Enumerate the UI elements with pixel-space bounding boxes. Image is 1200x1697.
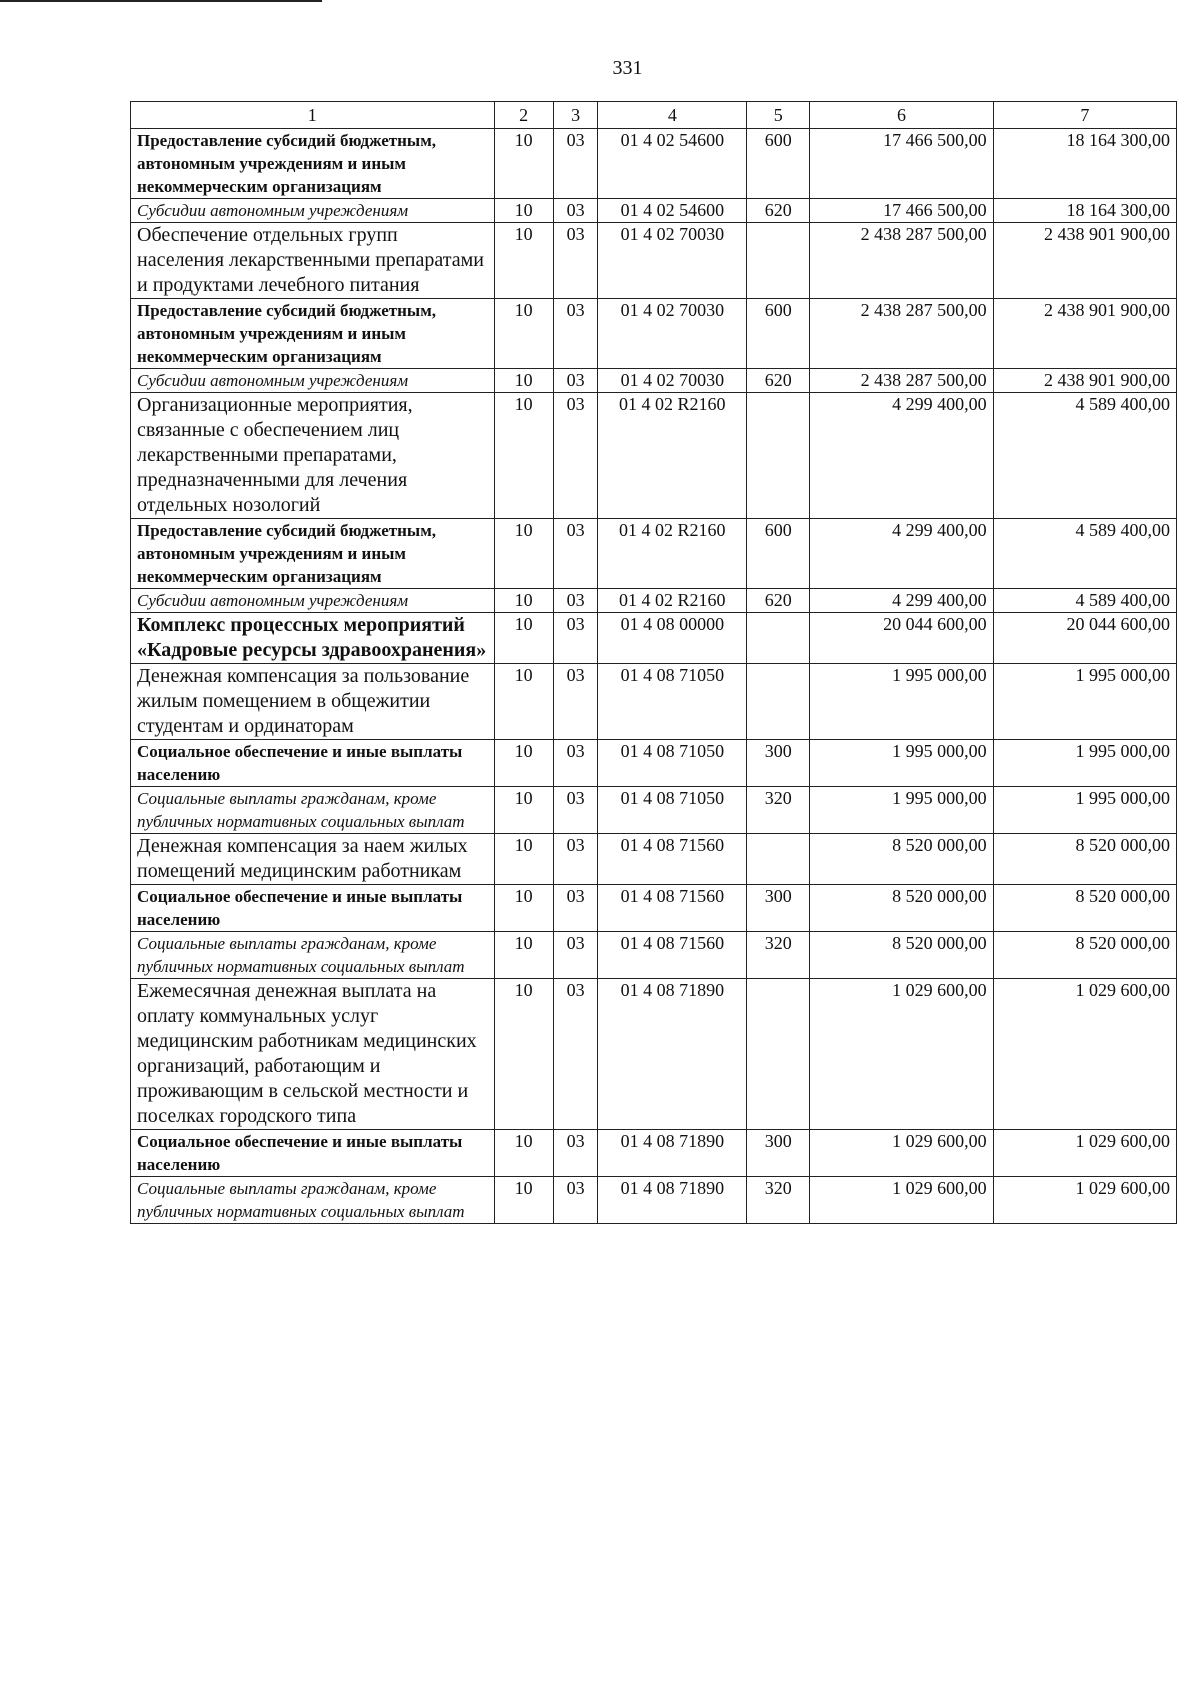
row-amount-col6-cell: 4 299 400,00 — [810, 393, 993, 519]
row-amount-col7-cell: 8 520 000,00 — [993, 885, 1176, 932]
row-target-code-cell: 01 4 08 71560 — [598, 932, 747, 979]
row-expense-type-cell: 600 — [747, 519, 810, 589]
row-amount-col6-cell: 1 995 000,00 — [810, 664, 993, 740]
row-name-cell: Предоставление субсидий бюджетным, автономным учреждениям и иным некоммерческим организациям — [131, 129, 495, 199]
column-header-5: 5 — [747, 102, 810, 129]
row-expense-type-cell: 300 — [747, 885, 810, 932]
table-row — [131, 223, 1177, 299]
row-subsection-cell: 03 — [553, 664, 598, 740]
row-amount-col6-cell: 8 520 000,00 — [810, 834, 993, 885]
row-expense-type-cell — [747, 664, 810, 740]
row-expense-type-cell — [747, 979, 810, 1130]
table-row — [131, 979, 1177, 1130]
row-section-cell: 10 — [494, 787, 553, 834]
row-amount-col7-cell: 8 520 000,00 — [993, 834, 1176, 885]
row-section-cell: 10 — [494, 369, 553, 393]
column-header-3: 3 — [553, 102, 598, 129]
row-amount-col6-cell: 17 466 500,00 — [810, 129, 993, 199]
row-subsection-cell: 03 — [553, 885, 598, 932]
row-name-cell: Ежемесячная денежная выплата на оплату коммунальных услуг медицинским работникам медицинских организаций, работающим и проживающим в сельской местности и поселках городского типа — [131, 979, 495, 1130]
table-row — [131, 199, 1177, 223]
row-subsection-cell: 03 — [553, 299, 598, 369]
row-section-cell: 10 — [494, 199, 553, 223]
row-amount-col6-cell: 4 299 400,00 — [810, 589, 993, 613]
row-section-cell: 10 — [494, 519, 553, 589]
row-amount-col6-cell: 1 029 600,00 — [810, 979, 993, 1130]
row-target-code-cell: 01 4 08 71890 — [598, 1177, 747, 1224]
row-name-cell: Обеспечение отдельных групп населения лекарственными препаратами и продуктами лечебного питания — [131, 223, 495, 299]
row-subsection-cell: 03 — [553, 589, 598, 613]
row-amount-col6-cell: 17 466 500,00 — [810, 199, 993, 223]
row-expense-type-cell: 600 — [747, 299, 810, 369]
row-target-code-cell: 01 4 02 54600 — [598, 199, 747, 223]
row-amount-col7-cell: 1 995 000,00 — [993, 787, 1176, 834]
row-name-cell: Социальные выплаты гражданам, кроме публичных нормативных социальных выплат — [131, 787, 495, 834]
row-target-code-cell: 01 4 08 00000 — [598, 613, 747, 664]
row-name-cell: Субсидии автономным учреждениям — [131, 199, 495, 223]
row-section-cell: 10 — [494, 129, 553, 199]
row-target-code-cell: 01 4 02 R2160 — [598, 519, 747, 589]
row-name-cell: Комплекс процессных мероприятий «Кадровые ресурсы здравоохранения» — [131, 613, 495, 664]
row-section-cell: 10 — [494, 1177, 553, 1224]
table-row — [131, 1130, 1177, 1177]
row-section-cell: 10 — [494, 932, 553, 979]
table-row — [131, 664, 1177, 740]
row-name-cell: Денежная компенсация за наем жилых помещений медицинским работникам — [131, 834, 495, 885]
column-header-2: 2 — [494, 102, 553, 129]
row-expense-type-cell — [747, 393, 810, 519]
page-number: 331 — [612, 57, 643, 79]
row-name-cell: Субсидии автономным учреждениям — [131, 369, 495, 393]
row-expense-type-cell: 600 — [747, 129, 810, 199]
row-subsection-cell: 03 — [553, 787, 598, 834]
row-section-cell: 10 — [494, 613, 553, 664]
column-header-4: 4 — [598, 102, 747, 129]
row-name-cell: Организационные мероприятия, связанные с обеспечением лиц лекарственными препаратами, предназначенными для лечения отдельных нозологий — [131, 393, 495, 519]
row-name-cell: Предоставление субсидий бюджетным, автономным учреждениям и иным некоммерческим организациям — [131, 299, 495, 369]
row-name-cell: Денежная компенсация за пользование жилым помещением в общежитии студентам и ординаторам — [131, 664, 495, 740]
row-expense-type-cell: 300 — [747, 1130, 810, 1177]
row-target-code-cell: 01 4 02 R2160 — [598, 589, 747, 613]
table-row — [131, 589, 1177, 613]
row-target-code-cell: 01 4 02 54600 — [598, 129, 747, 199]
row-amount-col6-cell: 4 299 400,00 — [810, 519, 993, 589]
row-subsection-cell: 03 — [553, 393, 598, 519]
table-row — [131, 1177, 1177, 1224]
column-header-7: 7 — [993, 102, 1176, 129]
row-amount-col6-cell: 2 438 287 500,00 — [810, 223, 993, 299]
row-expense-type-cell: 620 — [747, 369, 810, 393]
table-row — [131, 885, 1177, 932]
row-expense-type-cell: 320 — [747, 932, 810, 979]
row-amount-col6-cell: 1 995 000,00 — [810, 787, 993, 834]
row-amount-col6-cell: 8 520 000,00 — [810, 885, 993, 932]
row-name-cell: Социальное обеспечение и иные выплаты населению — [131, 740, 495, 787]
table-row — [131, 740, 1177, 787]
table-body — [131, 102, 1177, 1224]
row-amount-col6-cell: 8 520 000,00 — [810, 932, 993, 979]
row-expense-type-cell: 620 — [747, 589, 810, 613]
row-subsection-cell: 03 — [553, 199, 598, 223]
row-amount-col7-cell: 2 438 901 900,00 — [993, 223, 1176, 299]
row-amount-col7-cell: 1 995 000,00 — [993, 664, 1176, 740]
row-section-cell: 10 — [494, 834, 553, 885]
row-subsection-cell: 03 — [553, 613, 598, 664]
row-target-code-cell: 01 4 08 71050 — [598, 787, 747, 834]
row-name-cell: Предоставление субсидий бюджетным, автономным учреждениям и иным некоммерческим организациям — [131, 519, 495, 589]
row-subsection-cell: 03 — [553, 1177, 598, 1224]
row-expense-type-cell: 320 — [747, 1177, 810, 1224]
row-section-cell: 10 — [494, 393, 553, 519]
table-row — [131, 932, 1177, 979]
row-amount-col7-cell: 4 589 400,00 — [993, 519, 1176, 589]
row-amount-col6-cell: 2 438 287 500,00 — [810, 299, 993, 369]
row-amount-col7-cell: 20 044 600,00 — [993, 613, 1176, 664]
table-row — [131, 787, 1177, 834]
row-amount-col7-cell: 8 520 000,00 — [993, 932, 1176, 979]
row-expense-type-cell — [747, 223, 810, 299]
row-expense-type-cell — [747, 834, 810, 885]
header-row — [131, 102, 1177, 129]
row-section-cell: 10 — [494, 740, 553, 787]
row-expense-type-cell: 320 — [747, 787, 810, 834]
table-row — [131, 834, 1177, 885]
row-target-code-cell: 01 4 02 70030 — [598, 223, 747, 299]
row-target-code-cell: 01 4 08 71050 — [598, 740, 747, 787]
row-amount-col7-cell: 1 029 600,00 — [993, 1130, 1176, 1177]
row-target-code-cell: 01 4 08 71890 — [598, 979, 747, 1130]
row-subsection-cell: 03 — [553, 740, 598, 787]
table-row — [131, 299, 1177, 369]
row-target-code-cell: 01 4 08 71560 — [598, 834, 747, 885]
row-amount-col6-cell: 1 029 600,00 — [810, 1130, 993, 1177]
row-subsection-cell: 03 — [553, 519, 598, 589]
row-section-cell: 10 — [494, 223, 553, 299]
budget-table — [130, 101, 1177, 1224]
row-section-cell: 10 — [494, 979, 553, 1130]
column-header-1: 1 — [131, 102, 495, 129]
row-expense-type-cell — [747, 613, 810, 664]
row-amount-col7-cell: 2 438 901 900,00 — [993, 299, 1176, 369]
row-amount-col7-cell: 1 995 000,00 — [993, 740, 1176, 787]
row-amount-col7-cell: 1 029 600,00 — [993, 979, 1176, 1130]
row-target-code-cell: 01 4 02 R2160 — [598, 393, 747, 519]
row-amount-col6-cell: 20 044 600,00 — [810, 613, 993, 664]
row-name-cell: Социальные выплаты гражданам, кроме публичных нормативных социальных выплат — [131, 1177, 495, 1224]
row-amount-col6-cell: 1 995 000,00 — [810, 740, 993, 787]
row-target-code-cell: 01 4 02 70030 — [598, 299, 747, 369]
row-expense-type-cell: 620 — [747, 199, 810, 223]
row-target-code-cell: 01 4 08 71560 — [598, 885, 747, 932]
column-header-6: 6 — [810, 102, 993, 129]
row-subsection-cell: 03 — [553, 369, 598, 393]
row-name-cell: Социальные выплаты гражданам, кроме публичных нормативных социальных выплат — [131, 932, 495, 979]
row-amount-col6-cell: 2 438 287 500,00 — [810, 369, 993, 393]
row-section-cell: 10 — [494, 885, 553, 932]
table-row — [131, 519, 1177, 589]
row-target-code-cell: 01 4 08 71050 — [598, 664, 747, 740]
row-amount-col7-cell: 18 164 300,00 — [993, 199, 1176, 223]
row-target-code-cell: 01 4 02 70030 — [598, 369, 747, 393]
row-amount-col7-cell: 4 589 400,00 — [993, 589, 1176, 613]
row-subsection-cell: 03 — [553, 129, 598, 199]
table-row — [131, 369, 1177, 393]
top-rule — [0, 0, 322, 2]
row-subsection-cell: 03 — [553, 223, 598, 299]
row-name-cell: Субсидии автономным учреждениям — [131, 589, 495, 613]
row-subsection-cell: 03 — [553, 1130, 598, 1177]
row-subsection-cell: 03 — [553, 932, 598, 979]
table-row — [131, 129, 1177, 199]
row-amount-col7-cell: 18 164 300,00 — [993, 129, 1176, 199]
row-subsection-cell: 03 — [553, 979, 598, 1130]
table-row — [131, 393, 1177, 519]
row-amount-col6-cell: 1 029 600,00 — [810, 1177, 993, 1224]
row-section-cell: 10 — [494, 664, 553, 740]
row-amount-col7-cell: 1 029 600,00 — [993, 1177, 1176, 1224]
row-subsection-cell: 03 — [553, 834, 598, 885]
row-name-cell: Социальное обеспечение и иные выплаты населению — [131, 1130, 495, 1177]
row-target-code-cell: 01 4 08 71890 — [598, 1130, 747, 1177]
row-amount-col7-cell: 4 589 400,00 — [993, 393, 1176, 519]
table-row — [131, 613, 1177, 664]
row-amount-col7-cell: 2 438 901 900,00 — [993, 369, 1176, 393]
row-section-cell: 10 — [494, 299, 553, 369]
row-section-cell: 10 — [494, 1130, 553, 1177]
row-name-cell: Социальное обеспечение и иные выплаты населению — [131, 885, 495, 932]
row-expense-type-cell: 300 — [747, 740, 810, 787]
row-section-cell: 10 — [494, 589, 553, 613]
